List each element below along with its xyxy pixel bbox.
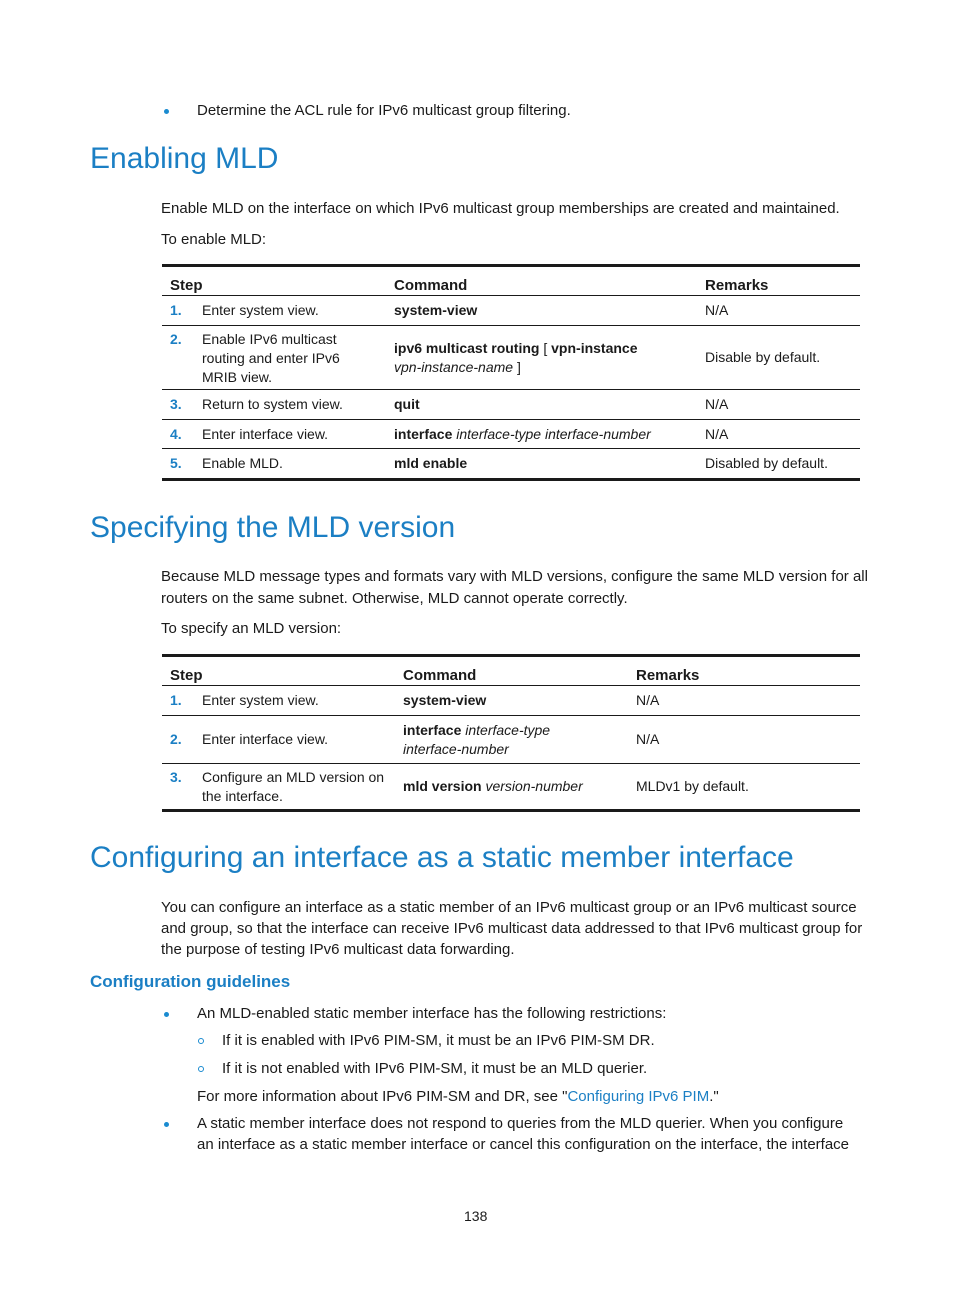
more-info-suffix: ." bbox=[709, 1088, 719, 1105]
restrictions-bullet-text: An MLD-enabled static member interface has the following restrictions: bbox=[197, 1005, 667, 1022]
table-row bbox=[162, 449, 860, 480]
mld-version-table bbox=[162, 654, 860, 812]
more-info-text bbox=[197, 1086, 719, 1107]
table-row bbox=[162, 686, 860, 716]
remark-cell: N/A bbox=[628, 686, 860, 716]
command-argument: vpn-instance-name bbox=[394, 358, 514, 375]
step-number: 4. bbox=[162, 420, 194, 449]
table-row bbox=[162, 764, 860, 811]
enable-mld-table bbox=[162, 264, 860, 481]
step-number: 3. bbox=[162, 390, 194, 420]
col-header-command: Command bbox=[395, 656, 628, 686]
command-cell bbox=[395, 686, 628, 716]
col-header-remarks: Remarks bbox=[628, 656, 860, 686]
step-text: Configure an MLD version on the interface. bbox=[194, 764, 395, 811]
version-paragraph-line-2: routers on the same subnet. Otherwise, MLD cannot operate correctly. bbox=[161, 590, 628, 607]
step-text: Enable IPv6 multicast routing and enter IPv6 MRIB view. bbox=[194, 326, 386, 390]
command-cell bbox=[395, 716, 628, 764]
col-header-command: Command bbox=[386, 266, 697, 296]
command-cell bbox=[395, 764, 628, 811]
command-argument: interface-type interface-number bbox=[456, 425, 651, 442]
command-keyword: system-view bbox=[403, 692, 487, 708]
command-bracket: ] bbox=[513, 358, 521, 375]
command-argument: interface-number bbox=[403, 740, 509, 757]
page-number: 138 bbox=[464, 1208, 488, 1224]
bullet-icon bbox=[164, 1012, 169, 1017]
step-number: 2. bbox=[162, 326, 194, 390]
remark-cell: Disabled by default. bbox=[697, 449, 860, 480]
version-paragraph-line-1: Because MLD message types and formats vary with MLD versions, configure the same MLD version for all bbox=[161, 568, 868, 585]
step-number: 5. bbox=[162, 449, 194, 480]
command-cell bbox=[386, 296, 697, 326]
static-paragraph-line-3: the purpose of testing IPv6 multicast data forwarding. bbox=[161, 941, 515, 958]
command-cell bbox=[386, 449, 697, 480]
command-cell bbox=[386, 326, 697, 390]
heading-specifying-mld-version: Specifying the MLD version bbox=[90, 511, 456, 544]
command-cell bbox=[386, 390, 697, 420]
command-keyword: quit bbox=[394, 396, 420, 412]
command-keyword: interface bbox=[403, 721, 462, 738]
col-header-step: Step bbox=[162, 266, 386, 296]
step-number: 3. bbox=[162, 764, 194, 811]
restriction-querier-text: If it is not enabled with IPv6 PIM-SM, it must be an MLD querier. bbox=[222, 1060, 648, 1077]
heading-static-member-interface: Configuring an interface as a static member interface bbox=[90, 841, 794, 874]
command-keyword: interface bbox=[394, 425, 453, 442]
command-bracket: [ bbox=[539, 339, 552, 356]
command-keyword: mld enable bbox=[394, 455, 468, 471]
command-keyword: ipv6 multicast routing bbox=[394, 339, 540, 356]
version-intro: To specify an MLD version: bbox=[161, 620, 342, 637]
remark-cell: MLDv1 by default. bbox=[628, 764, 860, 811]
step-number: 1. bbox=[162, 686, 194, 716]
static-paragraph-line-2: and group, so that the interface can receive IPv6 multicast data addressed to that IPv6 multicast group for bbox=[161, 920, 863, 937]
step-text: Enter system view. bbox=[194, 296, 386, 326]
static-bullet-line-1: A static member interface does not respond to queries from the MLD querier. When you configure bbox=[197, 1115, 844, 1132]
heading-configuration-guidelines: Configuration guidelines bbox=[90, 972, 291, 991]
step-text: Enter system view. bbox=[194, 686, 395, 716]
static-bullet-line-2: an interface as a static member interface or cancel this configuration on the interface, the interface bbox=[197, 1136, 850, 1153]
command-argument: version-number bbox=[485, 778, 583, 794]
restriction-dr-text: If it is enabled with IPv6 PIM-SM, it must be an IPv6 PIM-SM DR. bbox=[222, 1032, 655, 1049]
table-row bbox=[162, 326, 860, 390]
col-header-remarks: Remarks bbox=[697, 266, 860, 296]
enabling-paragraph: Enable MLD on the interface on which IPv6 multicast group memberships are created and maintained. bbox=[161, 200, 840, 217]
table-row bbox=[162, 296, 860, 326]
table-row bbox=[162, 420, 860, 449]
remark-cell: Disable by default. bbox=[697, 326, 860, 390]
configuring-ipv6-pim-link[interactable]: Configuring IPv6 PIM bbox=[567, 1088, 710, 1105]
table-row bbox=[162, 716, 860, 764]
acl-bullet-text: Determine the ACL rule for IPv6 multicast group filtering. bbox=[197, 102, 571, 119]
col-header-step: Step bbox=[162, 656, 395, 686]
command-cell bbox=[386, 420, 697, 449]
remark-cell: N/A bbox=[697, 390, 860, 420]
remark-cell: N/A bbox=[628, 716, 860, 764]
step-text: Enter interface view. bbox=[194, 420, 386, 449]
command-keyword: system-view bbox=[394, 302, 478, 318]
command-argument: interface-type bbox=[465, 721, 551, 738]
sub-bullet-icon bbox=[198, 1038, 204, 1044]
heading-enabling-mld: Enabling MLD bbox=[90, 142, 279, 175]
command-keyword: mld version bbox=[403, 778, 482, 794]
static-paragraph-line-1: You can configure an interface as a static member of an IPv6 multicast group or an IPv6 multicast source bbox=[161, 899, 857, 916]
remark-cell: N/A bbox=[697, 420, 860, 449]
enabling-intro: To enable MLD: bbox=[161, 231, 267, 248]
bullet-icon bbox=[164, 1122, 169, 1127]
step-text: Enter interface view. bbox=[194, 716, 395, 764]
command-keyword: vpn-instance bbox=[551, 339, 638, 356]
table-row bbox=[162, 390, 860, 420]
bullet-icon bbox=[164, 109, 169, 114]
remark-cell: N/A bbox=[697, 296, 860, 326]
step-number: 1. bbox=[162, 296, 194, 326]
step-text: Return to system view. bbox=[194, 390, 386, 420]
more-info-prefix: For more information about IPv6 PIM-SM and DR, see " bbox=[197, 1088, 568, 1105]
sub-bullet-icon bbox=[198, 1066, 204, 1072]
step-text: Enable MLD. bbox=[194, 449, 386, 480]
step-number: 2. bbox=[162, 716, 194, 764]
